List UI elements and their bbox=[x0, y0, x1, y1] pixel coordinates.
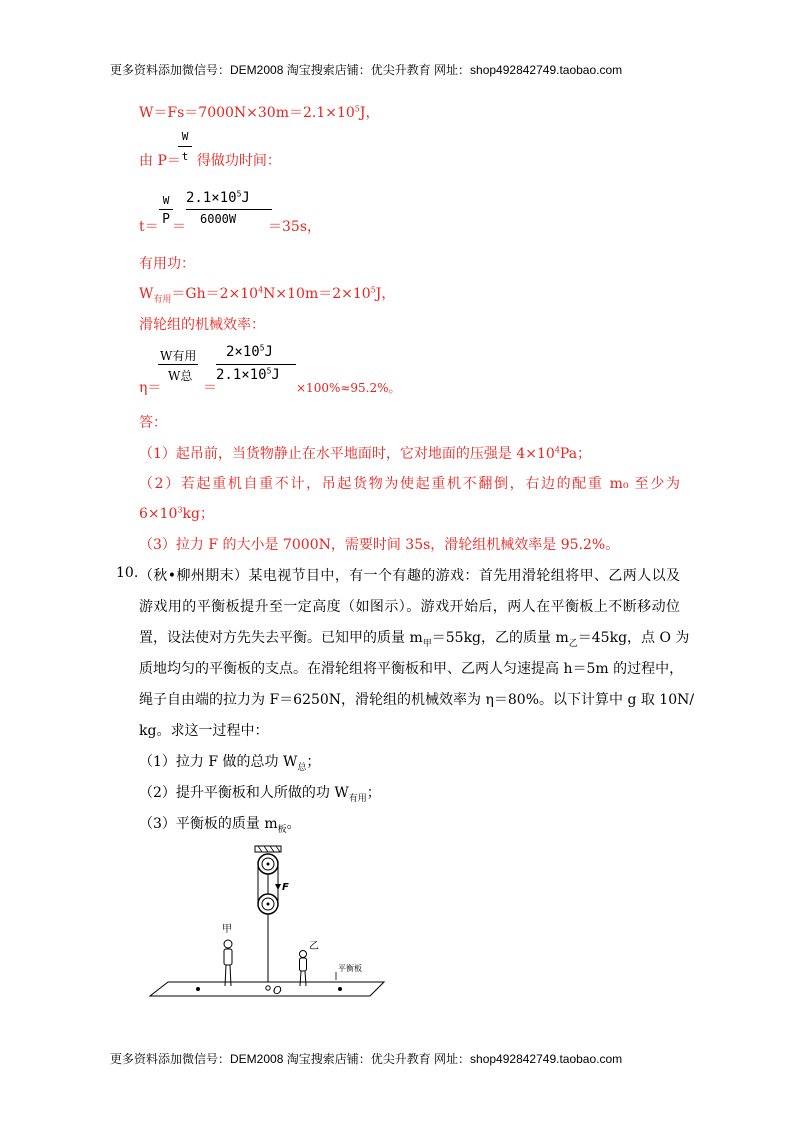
board-dot-right bbox=[338, 987, 342, 991]
answer-1: （1）起吊前，当货物静止在水平地面时，它对地面的压强是 $4\times 10^4Pa$； bbox=[139, 445, 592, 462]
board-dot-left bbox=[196, 987, 200, 991]
answer-title: 答： bbox=[139, 415, 167, 431]
label-yi: 乙 bbox=[309, 941, 319, 952]
useful-title: 有用功： bbox=[139, 256, 195, 272]
eta-result: ×100%≈95.2%。 bbox=[296, 381, 401, 395]
answer-3: （3）拉力 F 的大小是 7000N，需要时间 35s，滑轮组机械效率是 95.2%。 bbox=[139, 537, 620, 553]
subquestion-2: （2）提升平衡板和人所做的功 $W_{有用}$； bbox=[139, 785, 381, 804]
ropes bbox=[258, 864, 278, 986]
eta-eq: ＝ bbox=[203, 380, 217, 396]
answer-2-line1: （2）若起重机自重不计，吊起货物为使起重机不翻倒，右边的配重 m₀ 至少为 bbox=[139, 476, 680, 492]
ceiling-mount bbox=[255, 846, 281, 852]
eta-frac2-bar bbox=[216, 364, 296, 365]
t-label: t＝ bbox=[139, 219, 159, 235]
power-line: 由 P＝ 得做功时间： bbox=[139, 153, 281, 169]
person-jia bbox=[224, 940, 232, 986]
question-line-4: 质地均匀的平衡板的支点。在滑轮组将平衡板和甲、乙两人匀速提高 h＝5m 的过程中， bbox=[139, 661, 684, 677]
person-yi bbox=[300, 951, 307, 987]
t-frac1-num: W bbox=[162, 194, 170, 207]
t-frac2-den: 6000W bbox=[200, 212, 237, 226]
subquestion-1: （1）拉力 F 做的总功 $W_总$； bbox=[139, 754, 321, 773]
label-board: 平衡板 bbox=[338, 964, 362, 973]
eta-frac1-den: W总 bbox=[168, 369, 193, 383]
t-frac1-bar bbox=[159, 209, 173, 210]
t-frac2-num: $2.1\times 10^5J$ bbox=[186, 189, 250, 206]
question-line-2: 游戏用的平衡板提升至一定高度（如图示）。游戏开始后，两人在平衡板上不断移动位 bbox=[139, 599, 680, 615]
t-eq: ＝ bbox=[172, 219, 186, 235]
eta-frac2-den: $2.1\times 10^5J$ bbox=[216, 366, 280, 383]
useful-line: $W_{有用}=Gh=2\times 10^4N\times 10m=2\times 10^5J$， bbox=[139, 285, 396, 305]
power-frac-num: W bbox=[181, 130, 189, 143]
t-frac2-bar bbox=[186, 209, 272, 210]
question-number: 10. bbox=[116, 565, 139, 581]
power-frac-bar bbox=[178, 146, 192, 147]
eta-frac1-num: W有用 bbox=[160, 349, 197, 363]
question-line-6: kg。求这一过程中： bbox=[139, 723, 269, 739]
force-label: F bbox=[282, 882, 289, 893]
pivot-label: O bbox=[273, 984, 282, 997]
work-line: $W=Fs=7000N\times 30m=2.1\times 10^5J$， bbox=[139, 104, 380, 121]
power-frac-den: t bbox=[181, 150, 189, 163]
question-line-3: 置，设法使对方先失去平衡。已知甲的质量 $m_甲=55kg$，乙的质量 $m_乙=45kg$，点 O 为 bbox=[139, 630, 690, 649]
balance-board bbox=[150, 982, 384, 996]
eta-frac1-bar bbox=[158, 364, 198, 365]
label-jia: 甲 bbox=[222, 924, 232, 935]
eta-label: η＝ bbox=[139, 380, 162, 396]
eta-frac2-num: $2\times 10^5J$ bbox=[226, 343, 273, 360]
question-line-1: （秋•柳州期末）某电视节目中，有一个有趣的游戏：首先用滑轮组将甲、乙两人以及 bbox=[139, 568, 680, 584]
force-arrow bbox=[275, 870, 281, 890]
answer-2-line2: $6\times 10^3kg$； bbox=[139, 505, 214, 522]
t-frac1-den: P bbox=[162, 212, 170, 227]
question-line-5: 绳子自由端的拉力为 F＝6250N，滑轮组的机械效率为 η＝80%。以下计算中 g 取 10N/ bbox=[139, 692, 695, 708]
page-header: 更多资料添加微信号：DEM2008 淘宝搜索店铺：优尖升教育 网址：shop492842749.taobao.com bbox=[110, 63, 623, 77]
fixed-pulley bbox=[258, 854, 278, 874]
pulley-balance-figure bbox=[140, 840, 400, 1005]
page-footer: 更多资料添加微信号：DEM2008 淘宝搜索店铺：优尖升教育 网址：shop492842749.taobao.com bbox=[110, 1052, 623, 1066]
subquestion-3: （3）平衡板的质量 $m_板$。 bbox=[139, 816, 301, 835]
movable-pulley bbox=[258, 894, 278, 914]
t-result: ＝35s， bbox=[268, 219, 321, 235]
eff-title: 滑轮组的机械效率： bbox=[139, 317, 265, 333]
